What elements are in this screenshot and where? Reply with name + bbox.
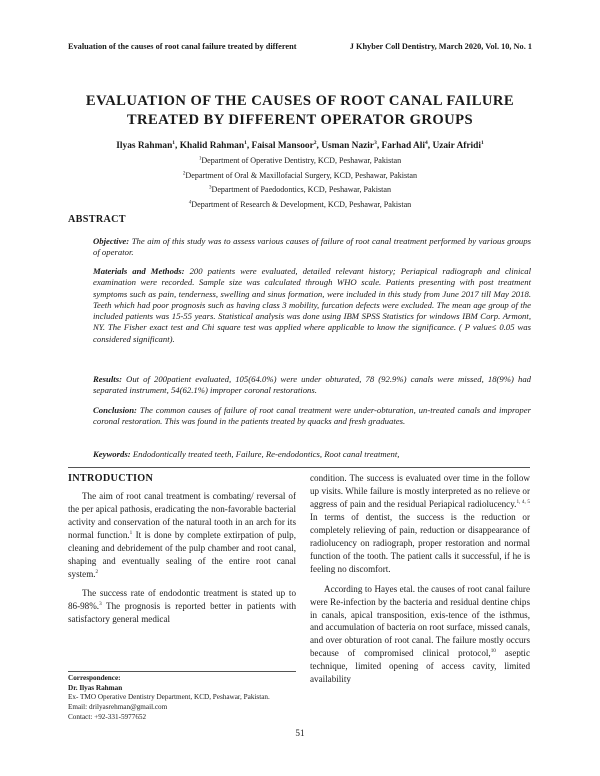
author-sup: 1 (244, 140, 247, 146)
author: Uzair Afridi (432, 141, 481, 152)
abstract-methods: Materials and Methods: 200 patients were evaluated, detailed relevant history; Periapical radiograph and clinical examination were recorded. Sample size was calculated through WHO scale. Patients presenting with post treatment symptoms such as pain, tenderness, swelling and sinus formation, were included in this study from June 2017 till May 2018. Teeth which had poor prognosis such as having class 3 mobility, furcation defects were excluded. The mean age group of the included patients was 15-55 years. Statistical analysis was done using IBM SPSS Statistics for windows IBM Corp. Armont, NY. The Fisher exact test and Chi square test was applied where applicable to know the significance. ( P value≤ 0.05 was considered significant). (93, 266, 532, 344)
abstract-keywords: Keywords: Endodontically treated teeth, Failure, Re-endodontics, Root canal treatment, (93, 449, 400, 459)
intro-paragraph-3: condition. The success is evaluated over time in the follow up visits. While failure is mostly interpreted as no relieve or aggress of pain and the residual Periapical radiolucency.$^{1, 4, 5}$ In terms of dentist, the success is the reduction or completely relieving of pain, reduction or disappearance of radiolucency on radiograph, proper restoration and normal function of the tooth. The patient calls it successful, if he is feeling no discomfort. (310, 473, 530, 574)
correspondence-block (68, 674, 308, 723)
left-column (68, 490, 296, 626)
author-sup: 3 (374, 140, 377, 146)
correspondence-divider (68, 671, 296, 672)
page-number: 51 (295, 728, 305, 738)
article-title-line-1: EVALUATION OF THE CAUSES OF ROOT CANAL FAILURE (85, 93, 515, 109)
right-column (310, 472, 530, 686)
running-header-journal: J Khyber Coll Dentistry, March 2020, Vol. 10, No. 1 (349, 42, 532, 51)
correspondence-label: Correspondence: (68, 674, 121, 682)
intro-paragraph-1: The aim of root canal treatment is combating/ reversal of the per apical pathosis, eradicating the non-favorable bacterial activity and conservation of the natural tooth in an arch for its normal function.$^1$ It is done by complete extirpation of pulp, cleaning and debridement of the pulp chamber and root canal, shaping and eventually sealing of the entire root canal system.$^2$ (68, 491, 296, 579)
section-divider (68, 467, 530, 468)
intro-paragraph-2: The success rate of endodontic treatment is stated up to 86-98%.$^3$ The prognosis is reported better in patients with satisfactory general medical (68, 587, 296, 624)
author: Khalid Rahman (179, 141, 245, 152)
affiliation: $^2$Department of Oral & Maxillofacial Surgery, KCD, Peshawar, Pakistan (182, 171, 418, 180)
correspondence-position: Ex- TMO Operative Dentistry Department, KCD, Peshawar, Pakistan. (68, 693, 270, 702)
author-sup: 2 (313, 140, 317, 146)
correspondence-name: Dr. Ilyas Rahman (68, 683, 123, 692)
abstract-heading: ABSTRACT (68, 214, 126, 225)
correspondence-contact: Contact: +92-331-5977652 (68, 712, 147, 721)
abstract-objective: Objective: The aim of this study was to assess various causes of failure of root canal treatment performed by various groups of operator. (93, 236, 531, 258)
author-sup: 1 (172, 140, 176, 146)
introduction-heading: INTRODUCTION (68, 473, 154, 484)
correspondence-email: Email: drilyasrehman@gmail.com (68, 703, 168, 712)
author-list: Ilyas Rahman$^1$, Khalid Rahman$^1$, Faisal Mansoor$^2$, Usman Nazir$^3$, Farhad Ali$^4$, Uzair Afridi$^1$ (116, 140, 484, 152)
affiliation: $^4$Department of Research & Development, KCD, Peshawar, Pakistan (188, 200, 412, 209)
author: Ilyas Rahman (116, 141, 173, 152)
author-sup: 4 (425, 140, 428, 146)
affiliation: $^1$Department of Operative Dentistry, KCD, Peshawar, Pakistan (198, 156, 402, 165)
affiliation: $^3$Department of Paedodontics, KCD, Peshawar, Pakistan (208, 185, 391, 194)
intro-paragraph-4: According to Hayes etal. the causes of root canal failure were Re-infection by the bacteria and residual dentine chips in canals, apical transposition, exis-tence of the isthmus, and accumulation of bacteria on root surface, missed canals, and over obturation of root canal. The failure mostly occurs because of compromised clinical protocol,$^{10}$ aseptic technique, limited opening of access cavity, limited availability (310, 583, 530, 685)
article-title-line-2: TREATED BY DIFFERENT OPERATOR GROUPS (126, 112, 474, 128)
abstract-conclusion: Conclusion: The common causes of failure of root canal treatment were under-obturation, un-treated canals and improper coronal restoration. This was found in the patients treated by quacks and fresh graduates. (93, 405, 532, 427)
author: Faisal Mansoor (251, 141, 314, 152)
author: Farhad Ali (381, 141, 425, 152)
running-header-title: Evaluation of the causes of root canal failure treated by different (68, 42, 297, 51)
abstract-results: Results: Out of 200patient evaluated, 105(64.0%) were under obturated, 78 (92.9%) canals were missed, 18(9%) had separated instrument, 54(62.1%) improper coronal restorations. (93, 374, 532, 396)
author-sup: 1 (480, 140, 484, 146)
author: Usman Nazir (321, 141, 375, 152)
